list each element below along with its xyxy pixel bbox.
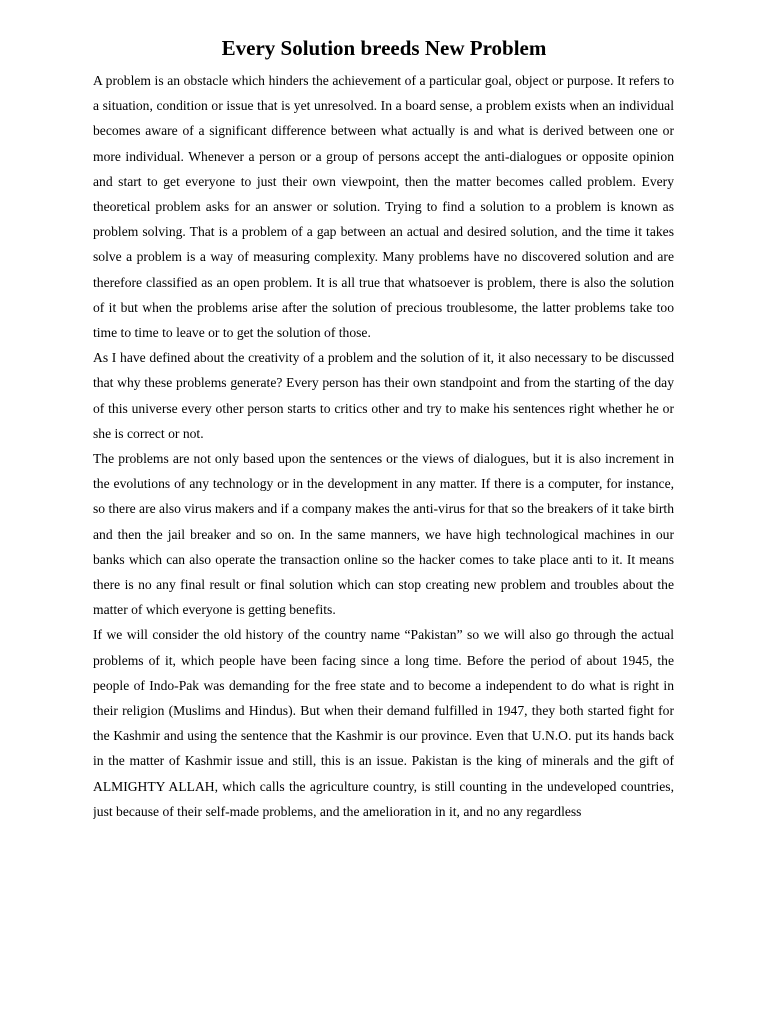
paragraph-4: If we will consider the old history of the country name “Pakistan” so we will also go through the actual problems of it, which people have been facing since a long time. Before the period of about 1945, the people of Indo-Pak was demanding for the free state and to become a independent to do what is right in their religion (Muslims and Hindus). But when their demand fulfilled in 1947, they both started fight for the Kashmir and using the sentence that the Kashmir is our province. Even that U.N.O. put its hands back in the matter of Kashmir issue and still, this is an issue. Pakistan is the king of minerals and the gift of ALMIGHTY ALLAH, which calls the agriculture country, is still counting in the undeveloped countries, just because of their self-made problems, and the amelioration in it, and no any regardless <box>93 627 674 819</box>
paragraph-1: A problem is an obstacle which hinders the achievement of a particular goal, object or purpose. It refers to a situation, condition or issue that is yet unresolved. In a board sense, a problem exists when an individual becomes aware of a significant difference between what actually is and what is derived between one or more individual. Whenever a person or a group of persons accept the anti-dialogues or opposite opinion and start to get everyone to just their own viewpoint, then the matter becomes called problem. Every theoretical problem asks for an answer or solution. Trying to find a solution to a problem is known as problem solving. That is a problem of a gap between an actual and desired solution, and the time it takes solve a problem is a way of measuring complexity. Many problems have no discovered solution and are therefore classified as an open problem. It is all true that whatsoever is problem, there is also the solution of it but when the problems arise after the solution of precious troublesome, the latter problems take too time to time to leave or to get the solution of those. <box>93 73 674 341</box>
document-title: Every Solution breeds New Problem <box>221 36 547 60</box>
document-body <box>93 68 674 930</box>
paragraph-3: The problems are not only based upon the sentences or the views of dialogues, but it is also increment in the evolutions of any technology or in the development in any matter. If there is a computer, for instance, so there are also virus makers and if a company makes the anti-virus for that so the breakers of it take birth and then the jail breaker and so on. In the same manners, we have high technological machines in our banks which can also operate the transaction online so the hacker comes to take place anti to it. It means there is no any final result or final solution which can stop creating new problem and troubles about the matter of which everyone is getting benefits. <box>93 451 674 618</box>
paragraph-2: As I have defined about the creativity of a problem and the solution of it, it also necessary to be discussed that why these problems generate? Every person has their own standpoint and from the starting of the day of this universe every other person starts to critics other and try to make his sentences right whether he or she is correct or not. <box>93 350 674 441</box>
